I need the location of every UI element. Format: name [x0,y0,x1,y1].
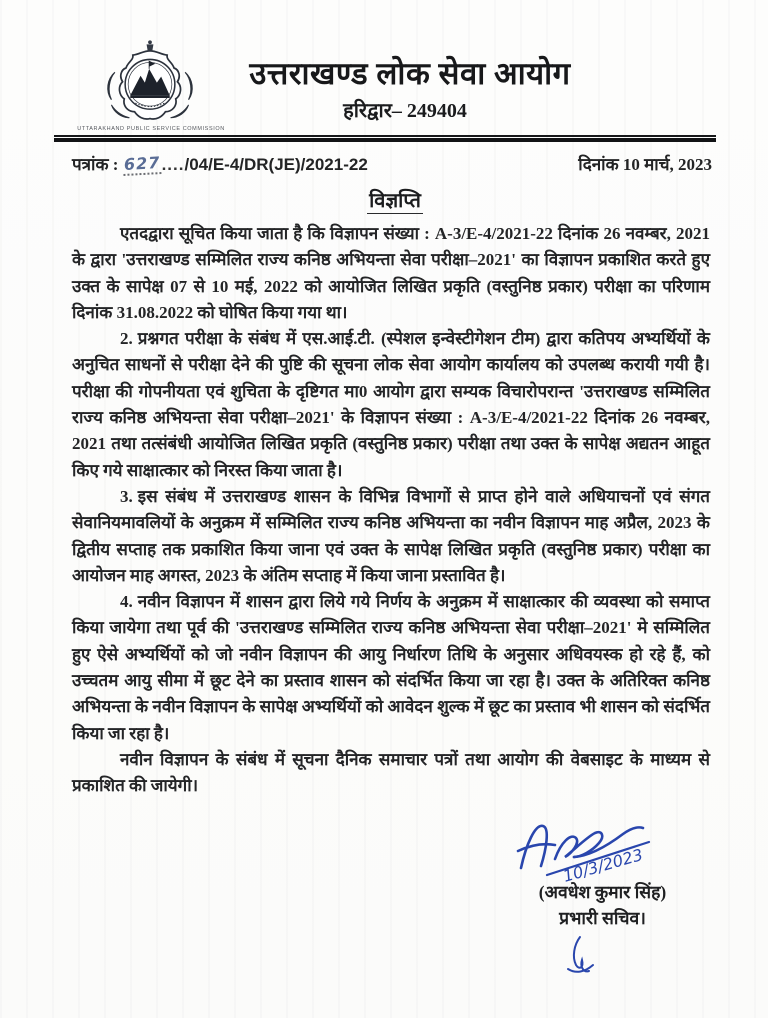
signatory-name: (अवधेश कुमार सिंह) [538,882,667,902]
signature-block [485,812,720,976]
letter-number-label: पत्रांक : [72,155,119,174]
org-address: हरिद्वार– 249404 [343,100,467,122]
letter-number-suffix: /04/E-4/DR(JE)/2021-22 [184,155,368,174]
paragraph-number: 2. [120,329,133,349]
reference-row [72,152,712,176]
notice-paragraph: एतदद्वारा सूचित किया जाता है कि विज्ञापन संख्या : A-3/E-4/2021-22 दिनांक 26 नवम्बर, 2021 के द्वारा 'उत्तराखण्ड सम्मिलित राज्य कनिष्ठ अभियन्ता सेवा परीक्षा–2021' का विज्ञापन प्रकाशित करते हुए उक्त के सापेक्ष 07 से 10 मई, 2022 को आयोजित लिखित प्रकृति (वस्तुनिष्ठ प्रकार) परीक्षा का परिणाम दिनांक 31.08.2022 को घोषित किया गया था। [72,224,710,322]
notice-paragraph: नवीन विज्ञापन के संबंध में सूचना दैनिक समाचार पत्रों तथा आयोग की वेबसाइट के माध्यम से प्रकाशित की जायेगी। [72,749,710,796]
letter-number [72,152,368,176]
dotted-blank: .... [161,155,185,174]
signatory-designation: प्रभारी सचिव। [559,908,646,928]
paragraph-number: 4. [120,592,133,612]
org-name-heading: उत्तराखण्ड लोक सेवा आयोग [249,56,571,91]
emblem-caption: UTTARAKHAND PUBLIC SERVICE COMMISSION [77,126,225,132]
handwritten-initial-mark [563,934,597,976]
handwritten-signature [513,812,713,886]
notice-paragraph: 2. प्रश्नगत परीक्षा के संबंध में एस.आई.टी. (स्पेशल इन्वेस्टीगेशन टीम) द्वारा कतिपय अभ्यर्थियों के अनुचित साधनों से परीक्षा देने की पुष्टि की सूचना लोक सेवा आयोग कार्यालय को उपलब्ध करायी गयी है। परीक्षा की गोपनीयता एवं शुचिता के दृष्टिगत मा0 आयोग द्वारा सम्यक विचारोपरान्त 'उत्तराखण्ड सम्मिलित राज्य कनिष्ठ अभियन्ता सेवा परीक्षा–2021' के विज्ञापन संख्या : A-3/E-4/2021-22 दिनांक 26 नवम्बर, 2021 तथा तत्संबंधी आयोजित लिखित प्रकृति (वस्तुनिष्ठ प्रकार) परीक्षा तथा उक्त के सापेक्ष अद्यतन आहूत किए गये साक्षात्कार को निरस्त किया जाता है। [72,329,710,480]
handwritten-letter-number: 627 [123,153,162,176]
notice-paragraph: 3. इस संबंध में उत्तराखण्ड शासन के विभिन्न विभागों से प्राप्त होने वाले अधियाचनों एवं संगत सेवानियमावलियों के अनुक्रम में सम्मिलित राज्य कनिष्ठ अभियन्ता का नवीन विज्ञापन माह अप्रैल, 2023 के द्वितीय सप्ताह तक प्रकाशित किया जाना एवं उक्त के सापेक्ष लिखित प्रकृति (वस्तुनिष्ठ प्रकार) परीक्षा का आयोजन माह अगस्त, 2023 के अंतिम सप्ताह में किया जाना प्रस्तावित है। [72,486,710,585]
notice-title: विज्ञप्ति [369,190,421,212]
paragraph-number: 3. [120,486,133,506]
header-divider [54,135,716,142]
handwritten-sign-date: 10/3/2023 [560,844,645,886]
notice-body [72,221,710,800]
letter-date: दिनांक 10 मार्च, 2023 [578,155,712,174]
notice-paragraph: 4. नवीन विज्ञापन में शासन द्वारा लिये गये निर्णय के अनुक्रम में साक्षात्कार की व्यवस्था को समाप्त किया जायेगा तथा पूर्व की 'उत्तराखण्ड सम्मिलित राज्य कनिष्ठ अभियन्ता सेवा परीक्षा–2021' मे सम्मिलित हुए ऐसे अभ्यर्थियों को जो नवीन विज्ञापन की आयु निर्धारण तिथि के अनुसार अधिवयस्क हो रहे हैं, को उच्चतम आयु सीमा में छूट देने का प्रस्ताव शासन को संदर्भित किया जा रहा है। उक्त के अतिरिक्त कनिष्ठ अभियन्ता के नवीन विज्ञापन के सापेक्ष अभ्यर्थियों को आवेदन शुल्क में छूट का प्रस्ताव भी शासन को संदर्भित किया जा रहा है। [72,592,710,743]
